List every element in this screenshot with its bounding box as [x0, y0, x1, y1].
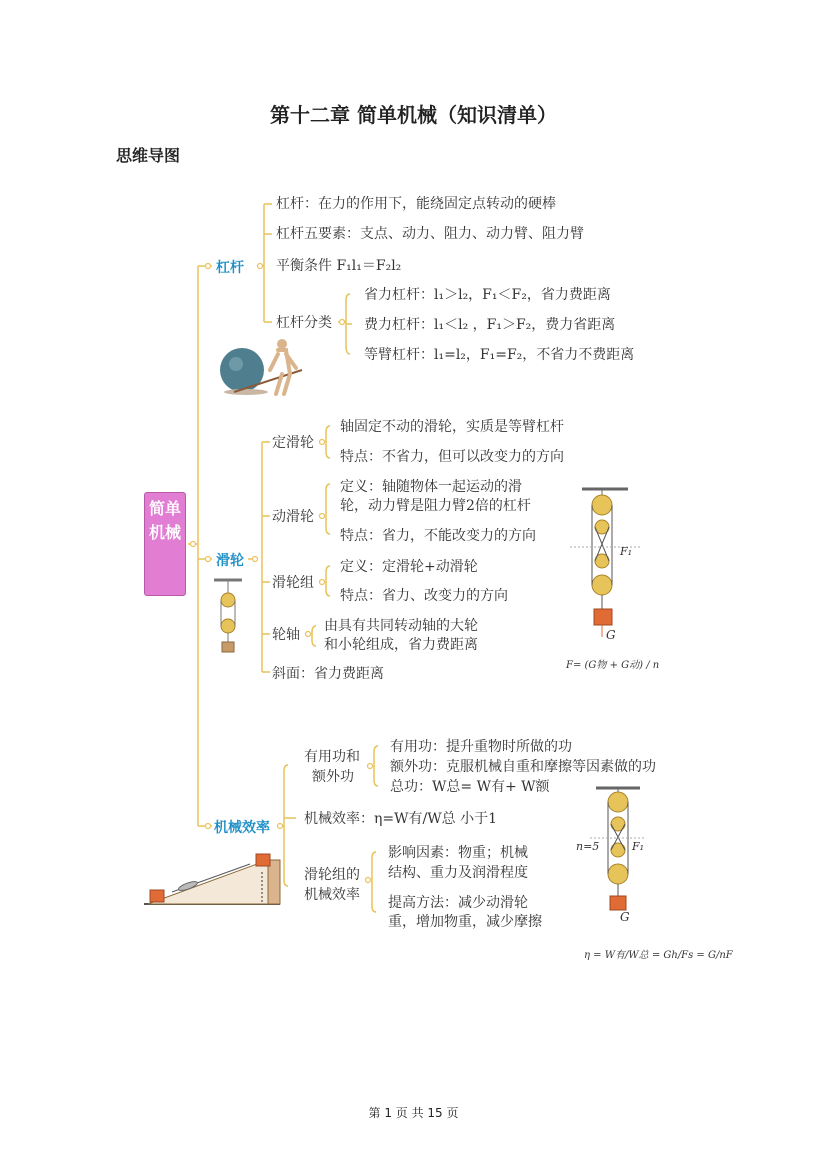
efficiency-formula: η = W有/W总 = Gh/Fs = G/nF	[584, 950, 733, 961]
page-number: 第 1 页 共 15 页	[368, 1106, 459, 1120]
wheel-axle-text-2: 和小轮组成，省力费距离	[324, 637, 478, 653]
movable-pulley-feature: 特点：省力，不能改变力的方向	[340, 528, 536, 544]
useful-work: 有用功：提升重物时所做的功	[390, 739, 572, 755]
pulley-block-definition: 定义：定滑轮+动滑轮	[340, 559, 478, 575]
movable-pulley-label: 动滑轮	[272, 509, 314, 525]
lever-class-force-costing: 费力杠杆：l₁＜l₂ ，F₁＞F₂，费力省距离	[364, 317, 616, 333]
total-work: 总功：W总= W有+ W额	[390, 779, 550, 795]
lever-class-equal-arm: 等臂杠杆：l₁=l₂，F₁=F₂，不省力不费距离	[364, 347, 635, 363]
fixed-pulley-definition: 轴固定不动的滑轮，实质是等臂杠杆	[340, 419, 564, 435]
pulley-force-formula: F= (G物 + G动) / n	[566, 660, 660, 671]
pulley-fig-force-label: F₁	[620, 545, 633, 558]
efficiency-definition: 机械效率：η=W有/W总 小于1	[304, 811, 497, 827]
lever-balance-condition: 平衡条件 F₁l₁＝F₂l₂	[276, 258, 402, 274]
efficiency-fig-force-label: F₁	[632, 840, 645, 853]
movable-pulley-definition-2: 轮，动力臂是阻力臂2倍的杠杆	[340, 498, 531, 514]
block-efficiency-method-2: 重，增加物重，减少摩擦	[388, 914, 542, 930]
lever-five-elements: 杠杆五要素：支点、动力、阻力、动力臂、阻力臂	[276, 226, 584, 242]
incline-illustration	[144, 850, 284, 910]
pulley-block-label: 滑轮组	[272, 575, 314, 591]
branch-pulley: 滑轮	[216, 553, 244, 569]
wheel-axle-label: 轮轴	[272, 627, 300, 643]
lever-definition: 杠杆：在力的作用下，能绕固定点转动的硬棒	[276, 196, 556, 212]
small-pulley-illustration	[210, 576, 246, 658]
pulley-fig-weight-label: G	[606, 628, 616, 642]
fixed-pulley-label: 定滑轮	[272, 435, 314, 451]
block-efficiency-factor-2: 结构、重力及润滑程度	[388, 865, 528, 881]
block-efficiency-method-1: 提高方法：减少动滑轮	[388, 895, 528, 911]
page-title: 第十二章 简单机械（知识清单）	[270, 103, 557, 127]
branch-efficiency: 机械效率	[214, 820, 270, 836]
work-label-line-2: 额外功	[312, 769, 354, 785]
block-efficiency-label-1: 滑轮组的	[304, 867, 360, 883]
efficiency-fig-weight-label: G	[620, 910, 630, 924]
lever-class-force-saving: 省力杠杆：l₁＞l₂，F₁＜F₂，省力费距离	[364, 287, 611, 303]
lever-earth-illustration	[216, 334, 308, 398]
wheel-axle-text-1: 由具有共同转动轴的大轮	[324, 618, 478, 634]
pulley-block-feature: 特点：省力、改变力的方向	[340, 588, 508, 604]
pulley-block-figure	[570, 485, 650, 645]
block-efficiency-factor-1: 影响因素：物重；机械	[388, 845, 528, 861]
extra-work: 额外功：克服机械自重和摩擦等因素做的功	[390, 759, 656, 775]
fixed-pulley-feature: 特点：不省力，但可以改变力的方向	[340, 449, 564, 465]
block-efficiency-label-2: 机械效率	[304, 887, 360, 903]
efficiency-fig-n-label: n=5	[576, 840, 600, 853]
work-label-line-1: 有用功和	[304, 749, 360, 765]
branch-lever: 杠杆	[216, 260, 244, 276]
root-node-simple-machines: 简单机械	[144, 492, 186, 596]
incline-text: 斜面：省力费距离	[272, 666, 384, 682]
pulley-block-efficiency-figure	[590, 784, 646, 924]
section-subtitle: 思维导图	[116, 146, 181, 165]
lever-classification-label: 杠杆分类	[276, 315, 332, 331]
movable-pulley-definition-1: 定义：轴随物体一起运动的滑	[340, 479, 522, 495]
